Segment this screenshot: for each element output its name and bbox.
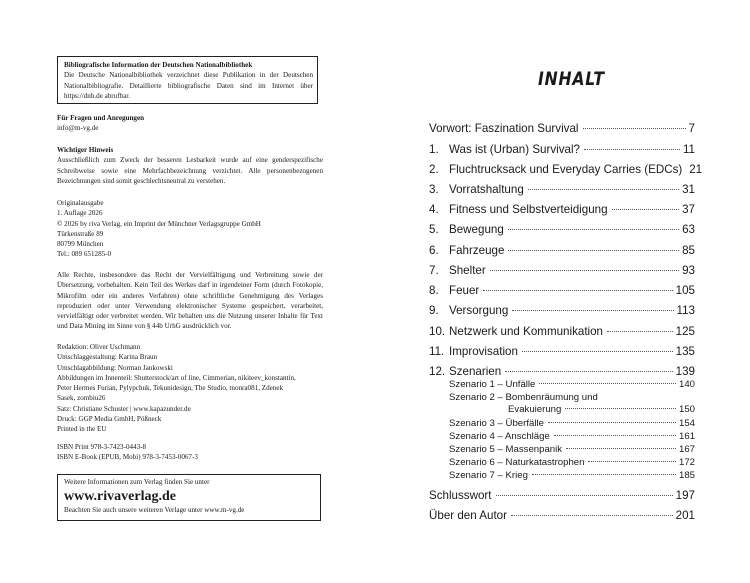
toc-title: Über den Autor: [429, 509, 507, 522]
toc-number: 4.: [429, 203, 439, 216]
scenario-page: 185: [678, 470, 695, 481]
credit-line: Printed in the EU: [57, 425, 107, 434]
toc-leader: [511, 515, 673, 516]
scenario-title: Szenario 1 – Unfälle: [449, 379, 536, 390]
toc-page: 125: [675, 325, 695, 338]
toc-page: 105: [675, 284, 695, 297]
toc-title: Fitness und Selbstverteidigung: [449, 203, 608, 216]
credit-line: Sasek, zombiu26: [57, 394, 106, 403]
edition-block: [57, 198, 323, 260]
toc-scenario-entry: [449, 392, 695, 404]
web-intro: Weitere Informationen zum Verlag finden Sie unter: [64, 478, 210, 486]
toc-page: 21: [689, 163, 703, 176]
toc-leader: [483, 290, 672, 291]
scenario-title: Szenario 6 – Naturkatastrophen: [449, 457, 585, 468]
web-more: Beachten Sie auch unsere weiteren Verlage unter www.m-vg.de: [64, 506, 245, 514]
toc-title: Vorratshaltung: [449, 183, 524, 196]
contents-heading: INHALT: [538, 68, 605, 90]
toc-number: 10.: [429, 325, 446, 338]
toc-title: Fahrzeuge: [449, 244, 505, 257]
toc-number: 1.: [429, 143, 439, 156]
questions-block: [57, 113, 323, 134]
toc-title: Netzwerk und Kommunikation: [449, 325, 604, 338]
toc-entry: [429, 365, 695, 379]
toc-entry: [429, 163, 703, 177]
toc-title: Vorwort: Faszination Survival: [429, 122, 579, 135]
toc-title: Shelter: [449, 264, 486, 277]
toc-entry: [429, 223, 695, 237]
isbn-ebook: ISBN E-Book (EPUB, Mobi) 978-3-7453-0067-3: [57, 453, 198, 462]
toc-entry-foreword: [429, 122, 695, 136]
toc-page: 63: [682, 223, 695, 236]
toc-leader: [490, 270, 679, 271]
scenario-title: Szenario 2 – Bombenräumung und: [449, 392, 598, 403]
toc-entry: [429, 264, 695, 278]
scenario-page: 161: [678, 431, 695, 442]
toc-scenario-entry: [449, 431, 695, 443]
toc-leader: [532, 474, 676, 475]
publisher-web-box: [57, 474, 321, 521]
edition-line: Originalausgabe: [57, 199, 104, 207]
credit-line: Umschlagabbildung: Norman Jankowski: [57, 363, 173, 372]
toc-leader: [505, 371, 672, 372]
notice-block: [57, 145, 323, 186]
toc-leader: [508, 229, 679, 230]
credit-line: Abbildungen im Innenteil: Shutterstock/art of line, Cimmerian, nikiteev_konstantin,: [57, 373, 296, 382]
credit-line: Peter Hermes Furian, Pylypchuk, Tekunidesign, The Studio, tnonra081, Zdenek: [57, 384, 284, 393]
credit-line: Umschlaggestaltung: Karina Braun: [57, 353, 158, 362]
toc-entry: [429, 345, 695, 359]
toc-scenario-entry: [449, 418, 695, 430]
scenario-title-cont: Evakuierung: [508, 404, 562, 415]
scenario-title: Szenario 7 – Krieg: [449, 470, 528, 481]
toc-leader: [583, 128, 686, 129]
credit-line: Redaktion: Oliver Uschmann: [57, 343, 141, 351]
questions-email: info@m-vg.de: [57, 124, 99, 133]
toc-number: 9.: [429, 304, 439, 317]
toc-title: Was ist (Urban) Survival?: [449, 143, 580, 156]
toc-number: 2.: [429, 163, 439, 176]
toc-leader: [512, 310, 673, 311]
edition-line: Tel.: 089 651285-0: [57, 250, 112, 259]
bib-text: Die Deutsche Nationalbibliothek verzeichnet diese Publikation in der Deutschen Nationalbibliografie. Detaillierte bibliografische Daten sind im Internet über https://dnb.de abrufbar.: [64, 71, 313, 100]
toc-page: 113: [676, 304, 695, 317]
edition-line: © 2026 by riva Verlag, ein Imprint der Münchner Verlagsgruppe GmbH: [57, 219, 261, 228]
toc-entry: [429, 143, 695, 157]
toc-page: 93: [682, 264, 695, 277]
isbn-print: ISBN Print 978-3-7423-0443-8: [57, 443, 147, 451]
toc-page: 197: [675, 489, 695, 502]
toc-entry: [429, 183, 695, 197]
toc-entry: [429, 304, 695, 318]
toc-leader: [607, 331, 673, 332]
scenario-page: 154: [678, 418, 695, 429]
toc-leader: [548, 422, 676, 423]
toc-number: 3.: [429, 183, 439, 196]
toc-title: Feuer: [449, 284, 480, 297]
toc-leader: [612, 209, 680, 210]
toc-page: 7: [688, 122, 695, 135]
toc-scenario-entry: [449, 444, 695, 456]
scenario-page: 150: [678, 404, 695, 415]
toc-number: 8.: [429, 284, 439, 297]
toc-number: 12.: [429, 365, 446, 378]
toc-title: Improvisation: [449, 345, 518, 358]
toc-scenario-entry: [449, 379, 695, 391]
toc-leader: [565, 408, 676, 409]
toc-page: 139: [675, 365, 695, 378]
toc-scenario-entry: [449, 470, 695, 482]
credits-block: [57, 342, 323, 435]
toc-page: 85: [682, 244, 695, 257]
toc-page: 31: [682, 183, 695, 196]
toc-leader: [496, 495, 673, 496]
rights-text: Alle Rechte, insbesondere das Recht der Vervielfältigung und Verbreitung sowie der Übersetzung, vorbehalten. Kein Teil des Werkes darf in irgendeiner Form (durch Fotokopie, Mikrofilm oder ein anderes Verfahren) ohne schriftliche Genehmigung des Verlages reproduziert oder unter Verwendung elektronischer Systeme gespeichert, verarbeitet, vervielfältigt oder verbreitet werden. Wir behalten uns die Nutzung unserer Inhalte für Text und Data Mining im Sinne von § 44b UrhG ausdrücklich vor.: [57, 271, 323, 331]
toc-number: 7.: [429, 264, 439, 277]
edition-line: 80799 München: [57, 240, 104, 249]
notice-text: Ausschließlich zum Zweck der besseren Lesbarkeit wurde auf eine genderspezifische Schreibweise sowie eine Mehrfachbezeichnung verzichtet. Alle personenbezogenen Bezeichnungen sind somit geschlechtsneutral zu verstehen.: [57, 156, 323, 185]
toc-page: 135: [675, 345, 695, 358]
bibliographic-info-box: [57, 56, 318, 104]
questions-heading: Für Fragen und Anregungen: [57, 114, 145, 122]
toc-title: Bewegung: [449, 223, 504, 236]
toc-title: Versorgung: [449, 304, 509, 317]
scenario-page: 167: [678, 444, 695, 455]
bib-title: Bibliografische Information der Deutschen Nationalbibliothek: [64, 61, 253, 69]
toc-number: 6.: [429, 244, 439, 257]
toc-number: 11.: [429, 345, 445, 358]
notice-heading: Wichtiger Hinweis: [57, 146, 114, 154]
scenario-title: Szenario 4 – Anschläge: [449, 431, 550, 442]
toc-title: Szenarien: [449, 365, 502, 378]
toc-leader: [508, 250, 679, 251]
scenario-title: Szenario 5 – Massenpanik: [449, 444, 563, 455]
toc-title: Schlusswort: [429, 489, 492, 502]
toc-entry: [429, 244, 695, 258]
contents-page: [375, 0, 750, 583]
toc-scenario-entry-cont: [449, 404, 695, 416]
toc-leader: [584, 149, 680, 150]
toc-entry-afterword: [429, 489, 695, 503]
isbn-block: [57, 442, 323, 463]
rights-block: [57, 270, 323, 332]
toc-title: Fluchtrucksack und Everyday Carries (EDCs): [449, 163, 683, 176]
scenario-title: Szenario 3 – Überfälle: [449, 418, 544, 429]
toc-entry-about-author: [429, 509, 695, 523]
toc-leader: [539, 383, 676, 384]
toc-entry: [429, 203, 695, 217]
toc-scenario-entry: [449, 457, 695, 469]
toc-leader: [522, 351, 673, 352]
toc-leader: [588, 461, 676, 462]
toc-entry: [429, 325, 695, 339]
scenario-page: 140: [678, 379, 695, 390]
toc-leader: [566, 448, 676, 449]
toc-leader: [528, 189, 679, 190]
toc-page: 11: [682, 143, 695, 156]
edition-line: 1. Auflage 2026: [57, 209, 103, 218]
toc-page: 37: [682, 203, 695, 216]
toc-leader: [554, 435, 676, 436]
credit-line: Druck: GGP Media GmbH, Pößneck: [57, 415, 162, 424]
edition-line: Türkenstraße 89: [57, 229, 104, 238]
scenario-page: 172: [678, 457, 695, 468]
publisher-url: www.rivaverlag.de: [64, 489, 176, 504]
toc-page: 201: [675, 509, 695, 522]
toc-number: 5.: [429, 223, 439, 236]
toc-entry: [429, 284, 695, 298]
credit-line: Satz: Christiane Schuster | www.kapazunder.de: [57, 404, 191, 413]
